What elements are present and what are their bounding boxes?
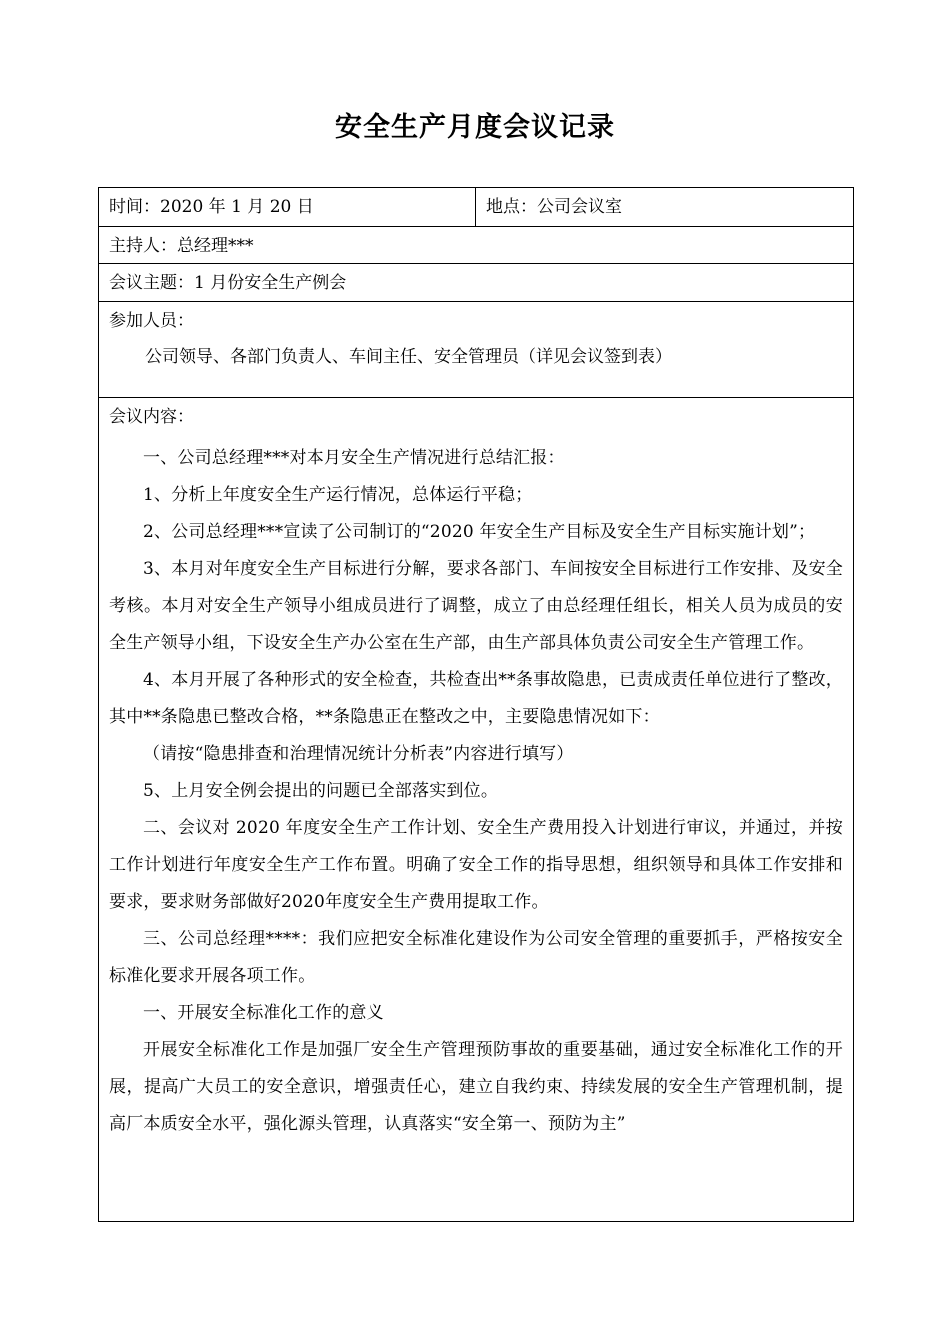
meeting-record-table (98, 187, 854, 1222)
content-paragraph: 一、开展安全标准化工作的意义 (143, 1003, 384, 1023)
meeting-location: 地点：公司会议室 (486, 197, 622, 217)
content-paragraph: （请按“隐患排查和治理情况统计分析表”内容进行填写） (143, 744, 574, 764)
host-cell (99, 227, 854, 264)
meeting-time: 时间：2020 年 1 月 20 日 (109, 197, 314, 217)
content-paragraph: 5、上月安全例会提出的问题已全部落实到位。 (143, 781, 499, 801)
content-row (99, 398, 854, 1222)
content-paragraph: 1、分析上年度安全生产运行情况，总体运行平稳； (143, 485, 533, 505)
meeting-topic: 会议主题：1 月份安全生产例会 (109, 273, 347, 293)
host-row (99, 227, 854, 264)
attendees-label: 参加人员： (109, 311, 194, 331)
topic-row (99, 264, 854, 302)
location-cell (476, 188, 854, 227)
attendees-row (99, 302, 854, 398)
content-paragraph: 三、公司总经理****：我们应把安全标准化建设作为公司安全管理的重要抓手，严格按安全标准化要求开展各项工作。 (109, 929, 843, 986)
content-paragraph: 一、公司总经理***对本月安全生产情况进行总结汇报： (143, 448, 565, 468)
attendees-cell (99, 302, 854, 398)
content-paragraph: 3、本月对年度安全生产目标进行分解，要求各部门、车间按安全目标进行工作安排、及安全考核。本月对安全生产领导小组成员进行了调整，成立了由总经理任组长，相关人员为成员的安全生产领导小组，下设安全生产办公室在生产部，由生产部具体负责公司安全生产管理工作。 (109, 559, 843, 653)
content-body (109, 440, 843, 1143)
time-cell (99, 188, 476, 227)
attendees-list: 公司领导、各部门负责人、车间主任、安全管理员（详见会议签到表） (145, 347, 672, 367)
content-label: 会议内容： (109, 407, 194, 427)
content-paragraph: 开展安全标准化工作是加强厂安全生产管理预防事故的重要基础，通过安全标准化工作的开展，提高广大员工的安全意识，增强责任心，建立自我约束、持续发展的安全生产管理机制，提高厂本质安全水平，强化源头管理，认真落实“安全第一、预防为主” (109, 1040, 843, 1134)
page-title: 安全生产月度会议记录 (335, 112, 615, 143)
content-paragraph: 2、公司总经理***宣读了公司制订的“2020 年安全生产目标及安全生产目标实施计划”； (143, 522, 816, 542)
content-paragraph: 4、本月开展了各种形式的安全检查，共检查出**条事故隐患，已责成责任单位进行了整改，其中**条隐患已整改合格，**条隐患正在整改之中，主要隐患情况如下： (109, 670, 843, 727)
content-paragraph: 二、会议对 2020 年度安全生产工作计划、安全生产费用投入计划进行审议，并通过，并按工作计划进行年度安全生产工作布置。明确了安全工作的指导思想，组织领导和具体工作安排和要求，要求财务部做好2020年度安全生产费用提取工作。 (109, 818, 843, 912)
meeting-host: 主持人：总经理*** (109, 236, 254, 256)
time-location-row (99, 188, 854, 227)
content-cell (99, 398, 854, 1222)
topic-cell (99, 264, 854, 302)
